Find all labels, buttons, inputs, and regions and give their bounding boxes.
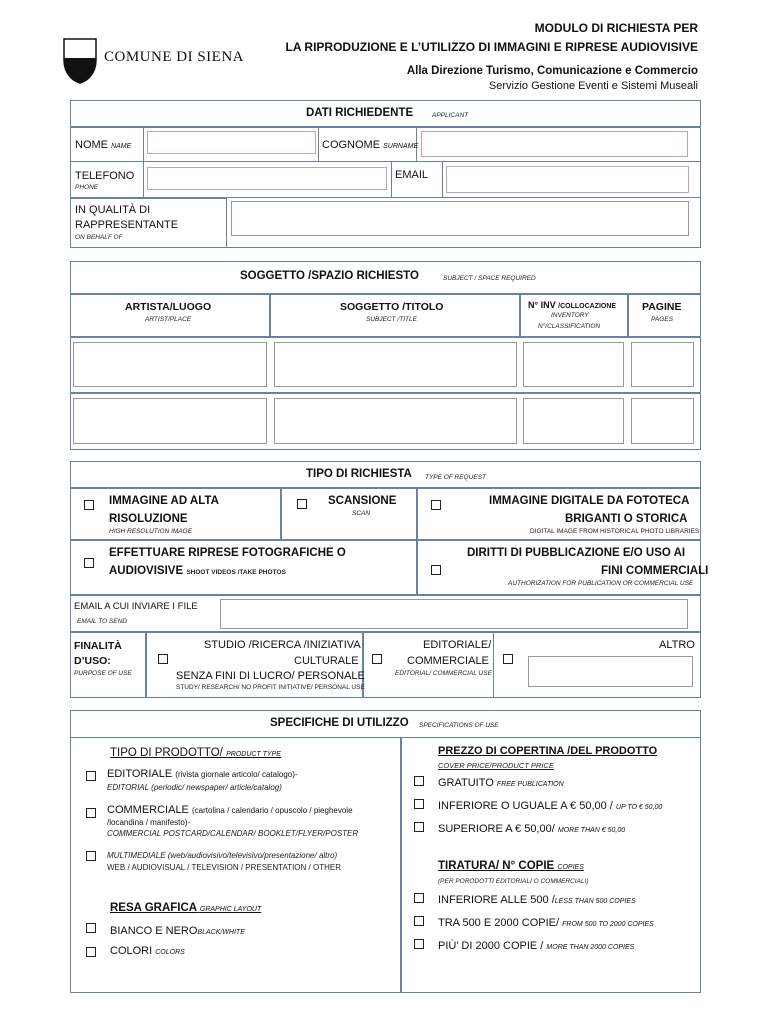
email-send-label-en: EMAIL TO SEND <box>77 618 127 625</box>
opt-shoot-a: EFFETTUARE RIPRESE FOTOGRAFICHE O <box>109 547 346 559</box>
price-less-checkbox[interactable] <box>414 799 424 809</box>
purpose-other-field[interactable] <box>528 656 693 687</box>
price-free-checkbox[interactable] <box>414 776 424 786</box>
col-subject-en: SUBJECT /TITLE <box>366 316 417 323</box>
opt-shoot-b: AUDIOVISIVE SHOOT VIDEOS /TAKE PHOTOS <box>109 565 286 577</box>
form-title-line1: MODULO DI RICHIESTA PER <box>534 21 698 35</box>
qualita-label-2: RAPPRESENTANTE <box>75 219 179 231</box>
purpose-label-en: PURPOSE OF USE <box>74 670 132 677</box>
opt-scan-en: SCAN <box>352 510 371 517</box>
telefono-label-en: PHONE <box>75 184 99 191</box>
print-500-2000: TRA 500 E 2000 COPIE/ FROM 500 TO 2000 COPIES <box>438 917 654 929</box>
qualita-field[interactable] <box>231 201 689 236</box>
request-title: TIPO DI RICHIESTA <box>306 468 412 480</box>
email-label: EMAIL <box>395 169 429 181</box>
nome-label: NOME NAME <box>75 139 132 151</box>
siena-shield-logo-icon <box>63 38 97 84</box>
opt-scan-checkbox[interactable] <box>297 499 307 509</box>
purpose-label-b: D’USO: <box>74 655 111 667</box>
product-commercial-checkbox[interactable] <box>86 808 96 818</box>
applicant-title: DATI RICHIEDENTE <box>306 107 414 119</box>
opt-shoot-checkbox[interactable] <box>84 558 94 568</box>
print-less500-checkbox[interactable] <box>414 893 424 903</box>
purpose-other-label: ALTRO <box>659 639 695 651</box>
telefono-label: TELEFONO <box>75 170 135 182</box>
purpose-editorial-en: EDITORIAL/ COMMERCIAL USE <box>395 670 492 677</box>
purpose-editorial-checkbox[interactable] <box>372 654 382 664</box>
purpose-label-a: FINALITÀ <box>74 640 122 652</box>
price-more-checkbox[interactable] <box>414 822 424 832</box>
usage-title-en: SPECIFICATIONS OF USE <box>419 722 499 729</box>
product-multimedia-b: WEB / AUDIOVISUAL / TELEVISION / PRESENTATION / OTHER <box>107 863 341 872</box>
print-more2000-checkbox[interactable] <box>414 939 424 949</box>
product-editorial-checkbox[interactable] <box>86 771 96 781</box>
subject-field-2[interactable] <box>274 398 517 444</box>
col-pages: PAGINE <box>642 301 682 313</box>
service: Servizio Gestione Eventi e Sistemi Museali <box>488 80 698 92</box>
graphic-title: RESA GRAFICA GRAPHIC LAYOUT <box>110 902 262 914</box>
pages-field-2[interactable] <box>631 398 694 444</box>
print-note: (PER PORODOTTI EDITORIALI O COMMERCIALI) <box>438 878 589 885</box>
price-title: PREZZO DI COPERTINA /DEL PRODOTTO <box>438 745 658 757</box>
purpose-editorial-a: EDITORIALE/ <box>423 639 492 651</box>
price-free: GRATUITO FREE PUBLICATION <box>438 777 564 789</box>
product-type-title: TIPO DI PRODOTTO/ PRODUCT TYPE <box>110 747 281 759</box>
purpose-study-checkbox[interactable] <box>158 654 168 664</box>
opt-rights-b: FINI COMMERCIALI <box>601 565 709 577</box>
opt-digital-en: DIGITAL IMAGE FROM HISTORICAL PHOTO LIBRARIES <box>530 528 700 535</box>
product-multimedia-checkbox[interactable] <box>86 851 96 861</box>
col-pages-en: PAGES <box>651 316 673 323</box>
opt-digital-b: BRIGANTI O STORICA <box>565 513 688 525</box>
product-commercial: COMMERCIALE (cartolina / calendario / opuscolo / pieghevole <box>107 804 353 816</box>
price-title-en: COVER PRICE/PRODUCT PRICE <box>438 761 554 770</box>
print-more2000: PIÙ’ DI 2000 COPIE / MORE THAN 2000 COPIES <box>438 940 635 952</box>
opt-rights-checkbox[interactable] <box>431 565 441 575</box>
form-title-line2: LA RIPRODUZIONE E L’UTILIZZO DI IMMAGINI E RIPRESE AUDIOVISIVE <box>285 40 698 54</box>
usage-title: SPECIFICHE DI UTILIZZO <box>270 717 409 729</box>
price-more: SUPERIORE A € 50,00/ MORE THAN € 50,00 <box>438 823 626 835</box>
col-artist-en: ARTIST/PLACE <box>145 316 192 323</box>
opt-rights-a: DIRITTI DI PUBBLICAZIONE E/O USO AI <box>467 547 686 559</box>
artist-field-2[interactable] <box>73 398 267 444</box>
opt-rights-en: AUTHORIZATION FOR PUBLICATION OR COMMERCIAL USE <box>508 580 694 587</box>
inv-field-1[interactable] <box>523 342 624 387</box>
col-inv: N° INV /COLLOCAZIONE <box>528 300 617 310</box>
print-less500: INFERIORE ALLE 500 /LESS THAN 500 COPIES <box>438 894 636 906</box>
graphic-color-checkbox[interactable] <box>86 947 96 957</box>
purpose-study-c: SENZA FINI DI LUCRO/ PERSONALE <box>176 670 365 682</box>
subject-title: SOGGETTO /SPAZIO RICHIESTO <box>240 270 419 282</box>
product-multimedia-a: MULTIMEDIALE (web/audiovisivo/televisivo/presentazione/ altro) <box>107 851 338 860</box>
qualita-label-en: ON BEHALF OF <box>75 234 123 241</box>
print-500-2000-checkbox[interactable] <box>414 916 424 926</box>
graphic-bw-checkbox[interactable] <box>86 923 96 933</box>
opt-high-res-b: RISOLUZIONE <box>109 513 188 525</box>
graphic-color: COLORI COLORS <box>110 945 185 957</box>
graphic-bw: BIANCO E NEROBLACK/WHITE <box>110 925 245 937</box>
subject-title-en: SUBJECT / SPACE REQUIRED <box>443 275 536 282</box>
cognome-label: COGNOME SURNAME <box>322 139 419 151</box>
artist-field-1[interactable] <box>73 342 267 387</box>
email-send-field[interactable] <box>220 599 688 629</box>
request-title-en: TYPE OF REQUEST <box>425 474 486 481</box>
purpose-study-en: STUDY/ RESEARCH/ NO PROFIT INITIATIVE/ PERSONAL USE <box>176 684 365 691</box>
opt-high-res-checkbox[interactable] <box>84 500 94 510</box>
col-subject: SOGGETTO /TITOLO <box>340 301 444 313</box>
opt-digital-a: IMMAGINE DIGITALE DA FOTOTECA <box>489 495 690 507</box>
opt-high-res-en: HIGH RESOLUTION IMAGE <box>109 528 193 535</box>
nome-field[interactable] <box>147 131 316 154</box>
product-commercial-en: COMMERCIAL POSTCARD/CALENDAR/ BOOKLET/FLYER/POSTER <box>107 829 359 838</box>
opt-scan: SCANSIONE <box>328 495 397 507</box>
print-title: TIRATURA/ N° COPIE COPIES <box>438 860 584 872</box>
email-send-label: EMAIL A CUI INVIARE I FILE <box>74 601 198 612</box>
email-field[interactable] <box>446 166 689 193</box>
purpose-other-checkbox[interactable] <box>503 654 513 664</box>
inv-field-2[interactable] <box>523 398 624 444</box>
product-editorial-en: EDITORIAL (periodic/ newspaper/ article/catalog) <box>107 783 282 792</box>
pages-field-1[interactable] <box>631 342 694 387</box>
purpose-study-a: STUDIO /RICERCA /INIZIATIVA <box>204 639 361 651</box>
purpose-editorial-b: COMMERCIALE <box>407 655 489 667</box>
telefono-field[interactable] <box>147 167 387 190</box>
product-commercial-2: /locandina / manifesto)- <box>107 818 191 827</box>
applicant-title-en: APPLICANT <box>432 112 469 119</box>
qualita-label-1: IN QUALITÀ DI <box>75 204 151 216</box>
col-inv-en2: N°/CLASSIFICATION <box>538 323 601 330</box>
col-inv-en1: INVENTORY <box>551 312 589 319</box>
subject-field-1[interactable] <box>274 342 517 387</box>
cognome-field[interactable] <box>421 131 688 157</box>
recipient: Alla Direzione Turismo, Comunicazione e Commercio <box>406 65 698 77</box>
price-less: INFERIORE O UGUALE A € 50,00 / UP TO € 50,00 <box>438 800 663 812</box>
col-artist: ARTISTA/LUOGO <box>125 301 212 313</box>
purpose-study-b: CULTURALE <box>294 655 359 667</box>
opt-digital-checkbox[interactable] <box>431 500 441 510</box>
opt-high-res-a: IMMAGINE AD ALTA <box>109 495 219 507</box>
product-editorial: EDITORIALE (rivista giornale articolo/ catalogo)- <box>107 768 298 780</box>
org-name: COMUNE DI SIENA <box>104 49 244 65</box>
